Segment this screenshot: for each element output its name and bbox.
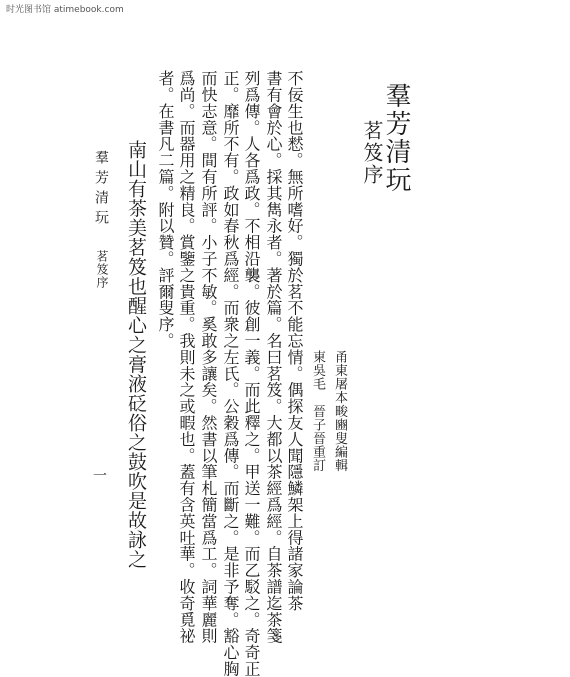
preface-column-2: 書有會於心。採其雋永者。著於篇。名曰茗笈。大都以茶經爲經。自茶譜迄茶箋: [264, 70, 283, 644]
page-title: 羣芳清玩: [381, 82, 411, 194]
page-subtitle: 茗笈序: [360, 120, 384, 186]
watermark: 时光图书馆 atimebook.com: [6, 5, 124, 15]
preface-column-5: 而快志意。間有所評。小子不敏。奚敢多讓矣。然書以筆札簡當爲工。詞華麗則: [199, 70, 218, 644]
preface-column-3: 列爲傳。人各爲政。不相沿襲。彼創一義。而此釋之。甲送一難。而乙駁之。奇奇正: [242, 70, 261, 677]
credit-line-2: 東吳毛 晉子晉重訂: [310, 350, 325, 473]
preface-column-7: 者。在書凡二篇。附以贊。評爾叟序。: [156, 70, 175, 349]
margin-title: 羣芳清玩: [93, 150, 109, 230]
preface-column-1: 不佞生也慭。無所嗜好。獨於茗不能忘情。偶探友人聞隱鱗架上得諸家論茶: [285, 70, 304, 612]
margin-section: 茗笈序: [95, 250, 109, 289]
preface-column-6: 爲尚。而器用之精良。賞鑒之貴重。我則未之或暇也。蓋有含英吐華。收奇覓祕: [177, 70, 196, 644]
credit-line-1: 甬東屠本畯豳叟編輯: [332, 350, 347, 473]
text-column-1: 南山有茶美茗笈也醒心之膏液砭俗之鼓吹是故詠之: [125, 140, 147, 569]
page-number: 一: [91, 468, 107, 488]
preface-column-4: 正。靡所不有。政如春秋爲經。而衆之左氏。公穀爲傳。而斷之。是非予奪。豁心胸: [221, 70, 240, 677]
